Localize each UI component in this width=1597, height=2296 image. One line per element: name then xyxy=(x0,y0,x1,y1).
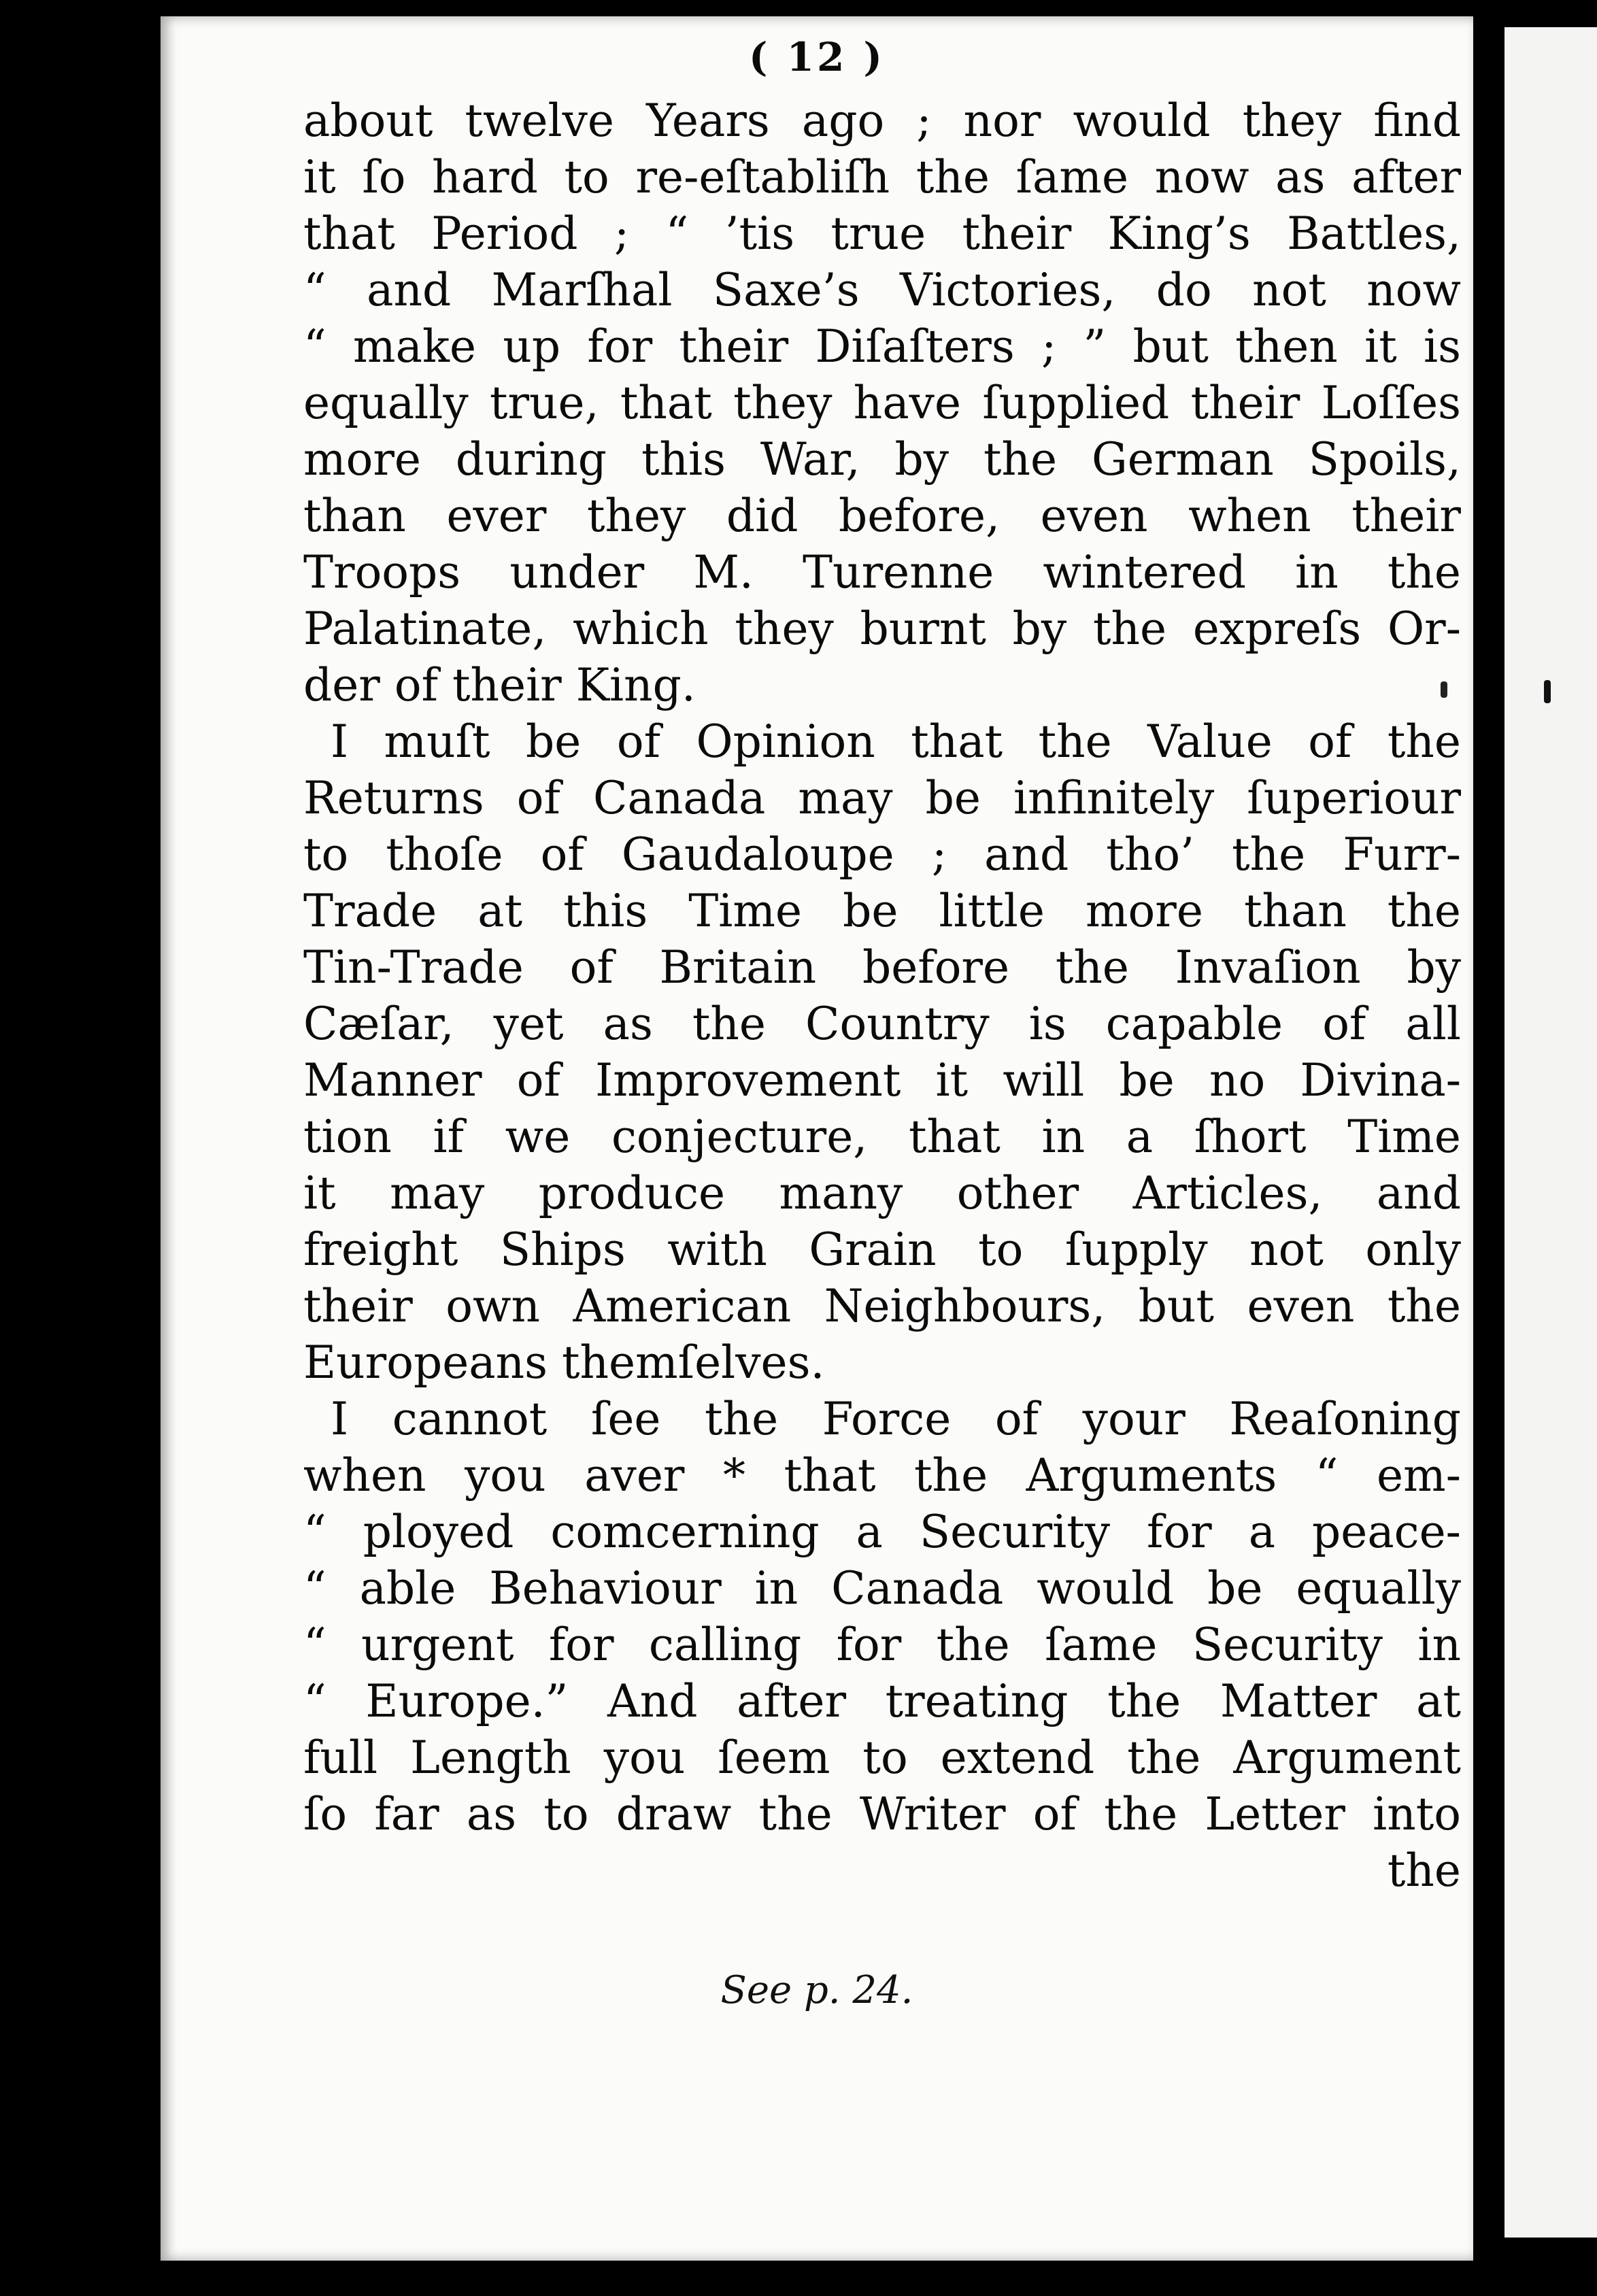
text-line: about twelve Years ago ; nor would they find xyxy=(303,95,1461,147)
catchword: the xyxy=(1387,1844,1461,1897)
scan-left-margin xyxy=(0,0,161,2296)
text-line: “ urgent for calling for the ſame Security in xyxy=(303,1619,1461,1671)
text-line: Tin-Trade of Britain before the Invaſion by xyxy=(303,941,1461,994)
page-gutter xyxy=(1473,0,1504,2296)
text-line: I muſt be of Opinion that the Value of the xyxy=(331,715,1461,768)
text-line: when you aver * that the Arguments “ em- xyxy=(303,1449,1461,1502)
text-line: Cæſar, yet as the Country is capable of all xyxy=(303,998,1461,1050)
body-text xyxy=(303,92,1461,1899)
text-line: that Period ; “ ’tis true their King’s Battles, xyxy=(303,207,1461,260)
text-line: Europeans themſelves. xyxy=(303,1336,825,1389)
facing-page-edge xyxy=(1504,27,1597,2238)
text-line: full Length you ſeem to extend the Argument xyxy=(303,1732,1461,1784)
text-line: Manner of Improvement it will be no Divina- xyxy=(303,1054,1461,1107)
text-line: Troops under M. Turenne wintered in the xyxy=(303,546,1461,598)
text-line: to thoſe of Gaudaloupe ; and tho’ the Furr- xyxy=(303,828,1461,881)
text-line: it ſo hard to re-eſtabliſh the ſame now as after xyxy=(303,151,1461,203)
text-line: equally true, that they have ſupplied their Loſſes xyxy=(303,377,1461,429)
scan-speck xyxy=(1544,680,1551,703)
text-line: “ Europe.” And after treating the Matter at xyxy=(303,1675,1461,1727)
text-line: their own American Neighbours, but even the xyxy=(303,1280,1461,1332)
text-line: Trade at this Time be little more than the xyxy=(303,885,1461,937)
footnote: See p. 24. xyxy=(720,1968,913,2012)
text-line: ſo far as to draw the Writer of the Letter into xyxy=(303,1788,1461,1840)
page-number: ( 12 ) xyxy=(749,34,885,80)
text-line: “ and Marſhal Saxe’s Victories, do not now xyxy=(303,264,1461,316)
scan-speck xyxy=(1441,681,1447,698)
text-line: Palatinate, which they burnt by the expreſs Or- xyxy=(303,603,1461,655)
text-line: I cannot ſee the Force of your Reaſoning xyxy=(331,1393,1461,1445)
text-line: than ever they did before, even when their xyxy=(303,490,1461,542)
text-line: “ ployed comcerning a Security for a peace- xyxy=(303,1506,1461,1558)
text-line: “ make up for their Diſaſters ; ” but then it is xyxy=(303,320,1461,373)
text-line: “ able Behaviour in Canada would be equally xyxy=(303,1562,1461,1615)
text-line: der of their King. xyxy=(303,659,696,711)
text-line: Returns of Canada may be infinitely ſuperiour xyxy=(303,772,1461,824)
text-line: it may produce many other Articles, and xyxy=(303,1167,1461,1219)
text-line: tion if we conjecture, that in a ſhort Time xyxy=(303,1111,1461,1163)
text-line: more during this War, by the German Spoils, xyxy=(303,433,1461,486)
text-line: freight Ships with Grain to ſupply not only xyxy=(303,1223,1461,1276)
book-page xyxy=(161,16,1473,2261)
